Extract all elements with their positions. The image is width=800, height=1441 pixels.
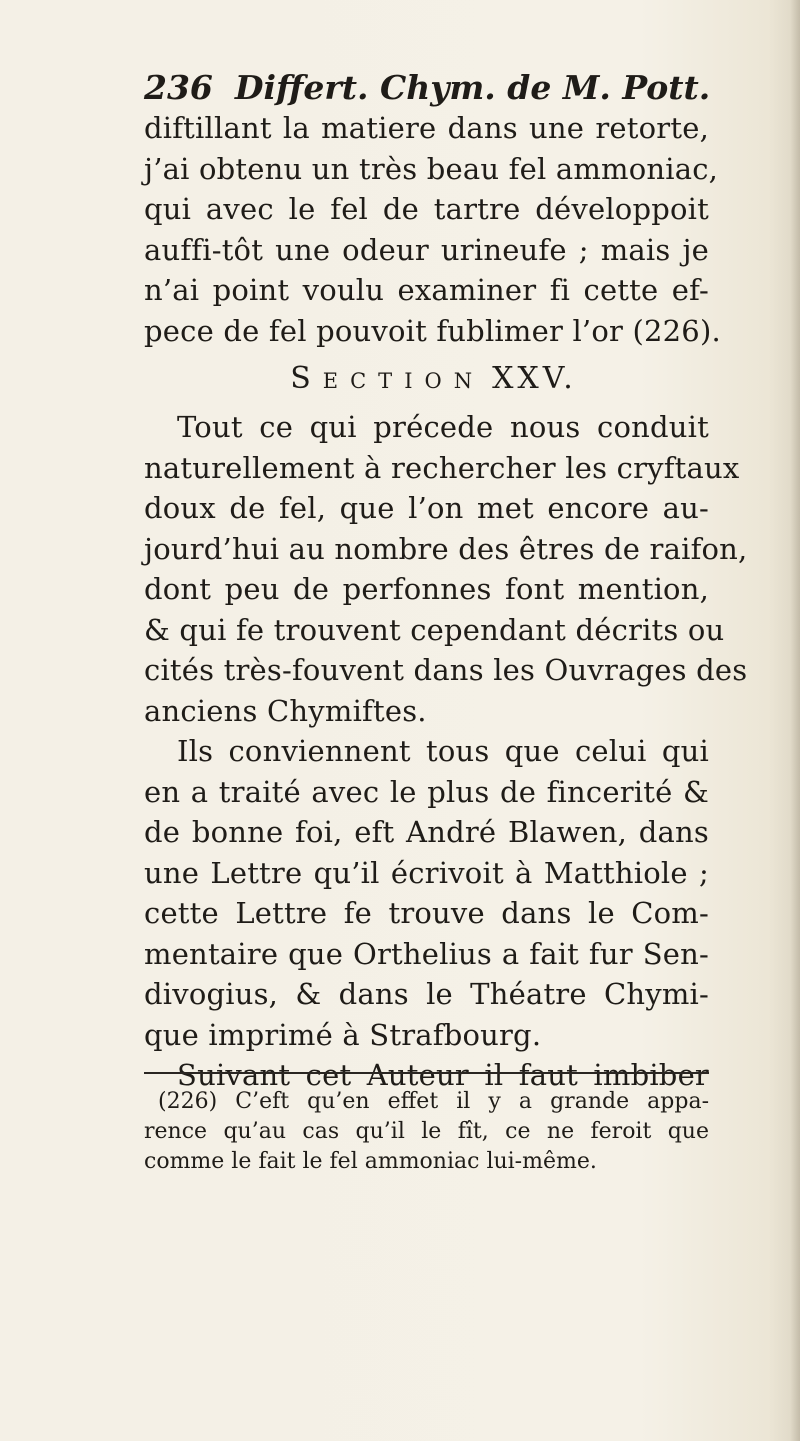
text-line: que imprimé à Strafbourg. [144, 1017, 542, 1052]
page-edge-shadow [790, 0, 800, 1441]
main-text [144, 68, 748, 1096]
text-line: divogius, & dans le Théatre Chymi- [144, 977, 709, 1011]
text-line: dont peu de perfonnes font mention, [144, 572, 709, 606]
text-line: pece de fel pouvoit fublimer l’or (226). [144, 313, 721, 348]
text-line: diftillant la matiere dans une retorte, [144, 111, 709, 145]
text-line: qui avec le fel de tartre développoit [144, 192, 709, 226]
text-line: naturellement à rechercher les cryftaux [144, 450, 740, 485]
page-number: 236 [144, 68, 213, 107]
text-line: cette Lettre fe trouve dans le Com- [144, 896, 709, 930]
text-line: n’ai point voulu examiner fi cette ef- [144, 273, 709, 307]
footnote-line: comme le fait le fel ammoniac lui-même. [144, 1149, 597, 1174]
footnote-line: (226) C’eft qu’en effet il y a grande appa- [158, 1089, 709, 1114]
text-line: Suivant cet Auteur il faut imbiber [177, 1058, 709, 1092]
section-numeral: XXV. [492, 361, 577, 396]
paragraph-2 [144, 407, 748, 731]
text-line: de bonne foi, eft André Blawen, dans [144, 815, 709, 849]
text-line: doux de fel, que l’on met encore au- [144, 491, 709, 525]
text-line: j’ai obtenu un très beau fel ammoniac, [144, 151, 719, 186]
footnote-line: rence qu’au cas qu’il le fît, ce ne feroit que [144, 1119, 709, 1144]
paragraph-3 [144, 731, 709, 1055]
section-word: Section [290, 361, 485, 396]
text-line: Tout ce qui précede nous conduit [177, 410, 709, 444]
text-line: en a traité avec le plus de fincerité & [144, 774, 709, 809]
text-line: cités très-fouvent dans les Ouvrages des [144, 653, 748, 687]
text-line: auffi-tôt une odeur urineufe ; mais je [144, 232, 709, 267]
footnote [144, 1087, 709, 1177]
text-line: anciens Chymiftes. [144, 693, 427, 728]
section-heading [144, 351, 709, 407]
text-line: Ils conviennent tous que celui qui [177, 734, 709, 768]
paragraph-1 [144, 108, 721, 351]
running-header [144, 68, 709, 108]
footnote-rule [144, 1072, 709, 1074]
running-title: Differt. Chym. de M. Pott. [234, 68, 711, 107]
text-line: & qui fe trouvent cependant décrits ou [144, 612, 725, 647]
text-line: une Lettre qu’il écrivoit à Matthiole ; [144, 855, 709, 890]
text-line: jourd’hui au nombre des êtres de raifon, [144, 531, 748, 566]
text-line: mentaire que Orthelius a fait fur Sen- [144, 936, 709, 971]
